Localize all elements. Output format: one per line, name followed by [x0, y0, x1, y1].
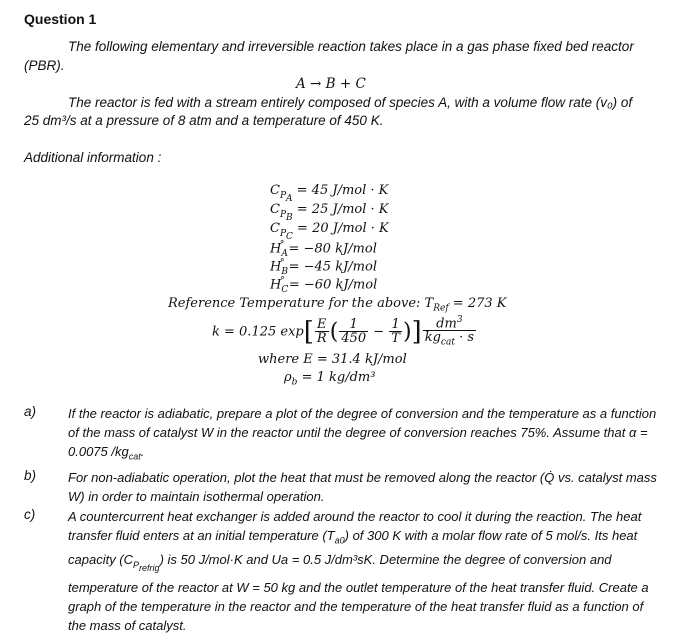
item-label-c: c) — [24, 506, 36, 522]
reaction-equation: A → B + C — [296, 76, 366, 92]
activation-energy: where E = 31.4 kJ/mol — [258, 352, 407, 367]
reference-temperature: Reference Temperature for the above: $T_{Ref} = 273$ K — [168, 296, 507, 314]
rate-constant-equation: k = 0.125 exp[ $\frac{E}{R}$ ( $\frac{1}{450}$ − $\frac{1}{T}$ )] $\frac{dm^3}{kg_{cat} \cdot s}$ — [212, 315, 475, 348]
item-text-a: If the reactor is adiabatic, prepare a plot of the degree of conversion and the temperature as a function of the mass of catalyst W in the reactor until the degree of conversion reaches 75%. Assume that α = 0.0075 $/kg_{cat}$. — [68, 406, 657, 462]
h-a-equation: $H_A^\circ = -80$ kJ/mol — [270, 240, 377, 259]
intro-line-1: The following elementary and irreversible reaction takes place in a gas phase fixed bed reactor — [68, 39, 634, 54]
h-c-equation: $H_C^\circ = -60$ kJ/mol — [270, 276, 378, 295]
additional-info-header: Additional information : — [24, 150, 162, 165]
intro-line-4: 25 dm³/s at a pressure of 8 atm and a temperature of 450 K. — [24, 113, 384, 128]
list-item — [24, 507, 664, 635]
cp-c-equation: $C_{P_C} = 20$ J/mol · K — [270, 221, 389, 242]
intro-line-2: (PBR). — [24, 58, 65, 73]
cp-b-equation: $C_{P_B} = 25$ J/mol · K — [270, 202, 389, 223]
h-b-equation: $H_B^\circ = -45$ kJ/mol — [270, 258, 377, 277]
list-item — [24, 404, 664, 467]
cp-a-equation: $C_{P_A} = 45$ J/mol · K — [270, 183, 389, 204]
item-text-b: For non-adiabatic operation, plot the heat that must be removed along the reactor (Q̇ vs. catalyst mass W) in order to maintain isothermal operation. — [68, 469, 657, 504]
item-label-b: b) — [24, 467, 37, 483]
question-title: Question 1 — [24, 11, 97, 27]
list-item — [24, 468, 664, 506]
item-label-a: a) — [24, 404, 37, 419]
item-text-c: A countercurrent heat exchanger is added around the reactor to cool it during the reaction. The heat transfer fluid enters at an initial temperature $(T_{a0})$ of 300 K with a molar flow rate of 5 mol/s. Its heat capacity $(C_{P_{refrig}})$ is 50 J/mol·K and Ua = 0.5 J/dm³sK. Determine the degree of conversion and temperature of the reactor at W = 50 kg and the outlet temperature of the heat transfer fluid. Create a graph of the temperature in the reactor and the temperature of the heat transfer fluid as a function of the mass of catalyst. — [68, 508, 649, 633]
bulk-density: $\rho_b = 1$ kg/dm³ — [284, 370, 376, 388]
question-items — [24, 404, 664, 636]
intro-line-3: The reactor is fed with a stream entirely composed of species A, with a volume flow rate (v₀) of — [68, 95, 633, 110]
